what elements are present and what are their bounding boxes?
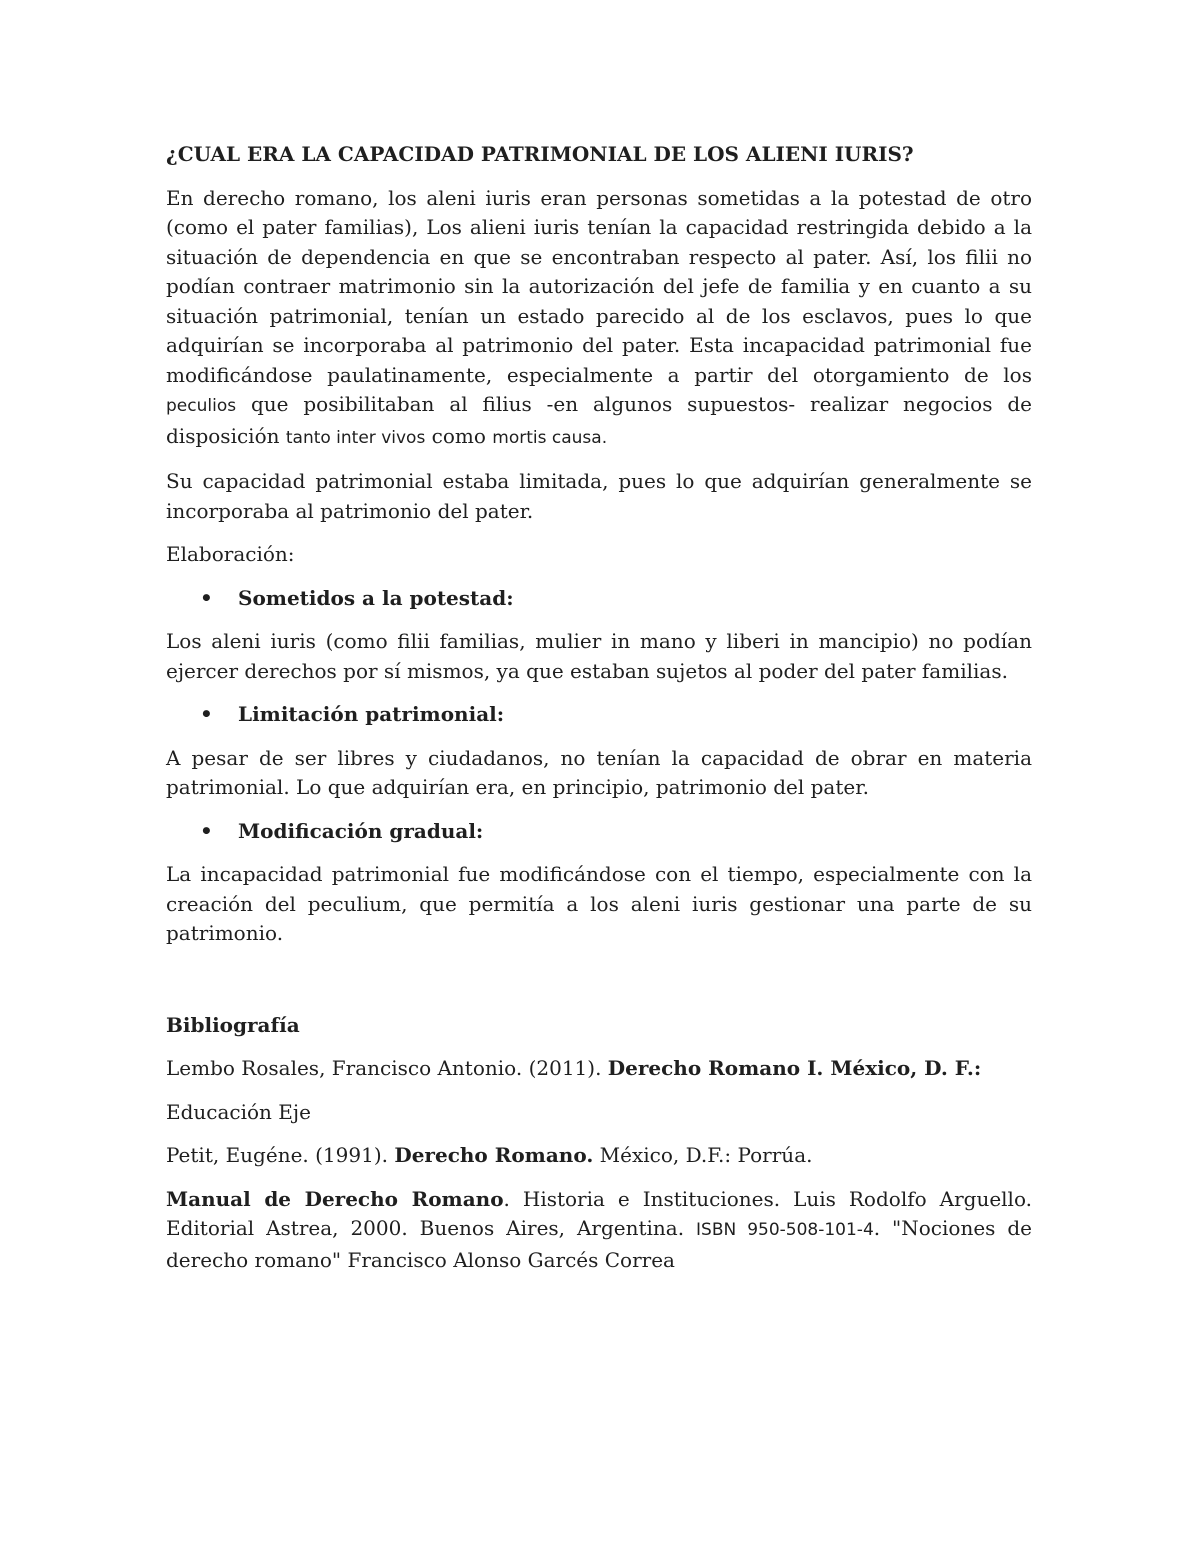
intro-peculios: peculios — [166, 396, 237, 416]
bullet-list-1 — [166, 584, 1032, 614]
isbn: ISBN 950-508-101-4 — [696, 1220, 874, 1240]
bibliography-ref-2: Petit, Eugéne. (1991). Derecho Romano. México, D.F.: Porrúa. — [166, 1143, 813, 1167]
bibliography-ref-1-continued: Educación Eje — [166, 1099, 311, 1124]
bibliography-heading: Bibliografía — [166, 1012, 300, 1037]
bullet-icon: • — [200, 818, 213, 843]
bullet-icon: • — [200, 585, 213, 610]
section-body-modificacion: La incapacidad patrimonial fue modificándose con el tiempo, especialmente con la creación del peculium, que permitía a los aleni iuris gestionar una parte de su patrimonio. — [166, 862, 1032, 945]
intro-text-part1: En derecho romano, los aleni iuris eran personas sometidas a la potestad de otro (como el pater familias), Los alieni iuris tenían la capacidad restringida debido a la situación de dependencia en que se encontraban respecto al pater. Así, los filii no podían contraer matrimonio sin la autorización del jefe de familia y en cuanto a su situación patrimonial, tenían un estado parecido al de los esclavos, pues lo que adquirían se incorporaba al patrimonio del pater. Esta incapacidad patrimonial fue modificándose paulatinamente, especialmente a partir del otorgamiento de los — [166, 185, 1032, 387]
bullet-heading-modificacion: • Modificación gradual: — [166, 817, 1032, 847]
intro-paragraph — [166, 184, 1032, 454]
summary-paragraph: Su capacidad patrimonial estaba limitada, pues lo que adquirían generalmente se incorporaba al patrimonio del pater. — [166, 469, 1032, 523]
bullet-list-3 — [166, 817, 1032, 847]
intro-mortis-causa: mortis causa. — [492, 427, 608, 448]
document-title: ¿CUAL ERA LA CAPACIDAD PATRIMONIAL DE LOS ALIENI IURIS? — [166, 142, 914, 166]
bibliography-ref-1: Lembo Rosales, Francisco Antonio. (2011). Derecho Romano I. México, D. F.: — [166, 1056, 982, 1080]
bullet-heading-limitacion: • Limitación patrimonial: — [166, 700, 1032, 730]
section-body-sometidos: Los aleni iuris (como filii familias, mulier in mano y liberi in mancipio) no podían ejercer derechos por sí mismos, ya que estaban sujetos al poder del pater familias. — [166, 629, 1032, 683]
elaboracion-label: Elaboración: — [166, 542, 295, 566]
intro-text-part2: que posibilitaban al filius -en algunos supuestos- realizar negocios de disposición — [166, 392, 1033, 448]
intro-como: como — [431, 423, 486, 448]
intro-inter-vivos: tanto inter vivos — [285, 427, 426, 448]
spacer — [166, 963, 1032, 1011]
document-page — [166, 140, 1032, 1289]
bullet-icon: • — [200, 702, 213, 726]
bullet-heading-sometidos: • Sometidos a la potestad: — [166, 584, 1032, 614]
bullet-list-2 — [166, 700, 1032, 730]
bibliography-ref-3: Manual de Derecho Romano. Historia e Instituciones. Luis Rodolfo Arguello. Editorial Astrea, 2000. Buenos Aires, Argentina. ISBN 950-508-101-4. "Nociones de derecho romano" Francisco Alonso Garcés Correa — [166, 1186, 1032, 1272]
section-body-limitacion: A pesar de ser libres y ciudadanos, no tenían la capacidad de obrar en materia patrimonial. Lo que adquirían era, en principio, patrimonio del pater. — [166, 745, 1032, 799]
